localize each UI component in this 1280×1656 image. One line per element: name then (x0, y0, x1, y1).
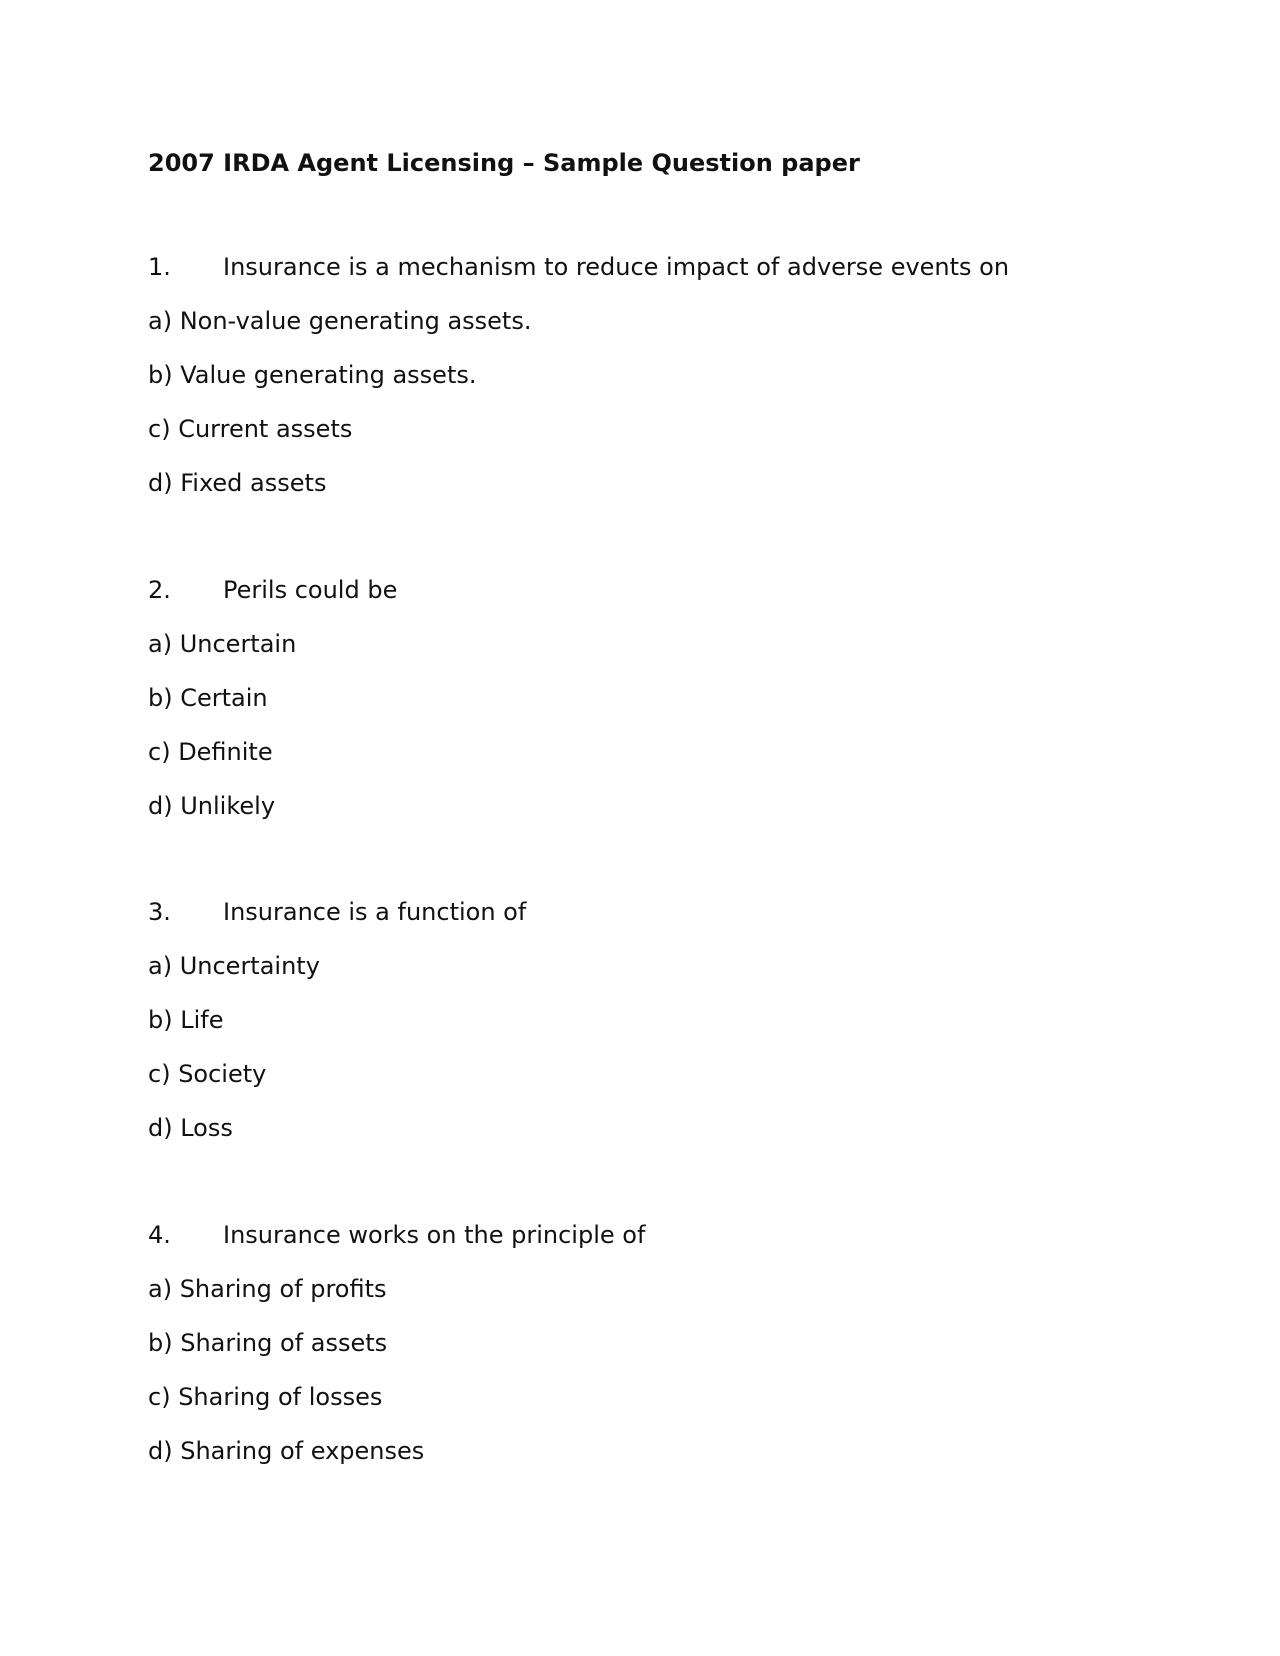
option-d: d) Unlikely (148, 792, 276, 820)
question-stem (148, 575, 1148, 605)
option-b: b) Certain (148, 684, 268, 712)
question-number: 2. (148, 576, 171, 604)
question-number: 4. (148, 1221, 171, 1249)
option-d: d) Sharing of expenses (148, 1437, 425, 1465)
option-b: b) Value generating assets. (148, 361, 477, 389)
question-text: Insurance is a function of (223, 898, 527, 926)
question-stem (148, 252, 1148, 282)
option-a: a) Uncertainty (148, 952, 320, 980)
option-b: b) Life (148, 1006, 224, 1034)
option-c: c) Sharing of losses (148, 1383, 383, 1411)
question-4 (148, 1220, 1148, 1466)
question-number: 1. (148, 253, 171, 281)
question-3 (148, 897, 1148, 1143)
option-a: a) Non-value generating assets. (148, 307, 532, 335)
option-d: d) Loss (148, 1114, 233, 1142)
question-number: 3. (148, 898, 171, 926)
question-text: Insurance is a mechanism to reduce impact of adverse events on (223, 253, 1010, 281)
option-c: c) Society (148, 1060, 267, 1088)
document-page (148, 0, 1148, 1656)
question-1 (148, 252, 1148, 498)
option-b: b) Sharing of assets (148, 1329, 388, 1357)
question-2 (148, 575, 1148, 821)
page-title: 2007 IRDA Agent Licensing – Sample Question paper (148, 149, 860, 177)
option-c: c) Current assets (148, 415, 353, 443)
question-text: Insurance works on the principle of (223, 1221, 646, 1249)
option-a: a) Sharing of profits (148, 1275, 387, 1303)
question-stem (148, 1220, 1148, 1250)
option-a: a) Uncertain (148, 630, 297, 658)
question-stem (148, 897, 1148, 927)
question-text: Perils could be (223, 576, 398, 604)
option-c: c) Definite (148, 738, 273, 766)
option-d: d) Fixed assets (148, 469, 327, 497)
